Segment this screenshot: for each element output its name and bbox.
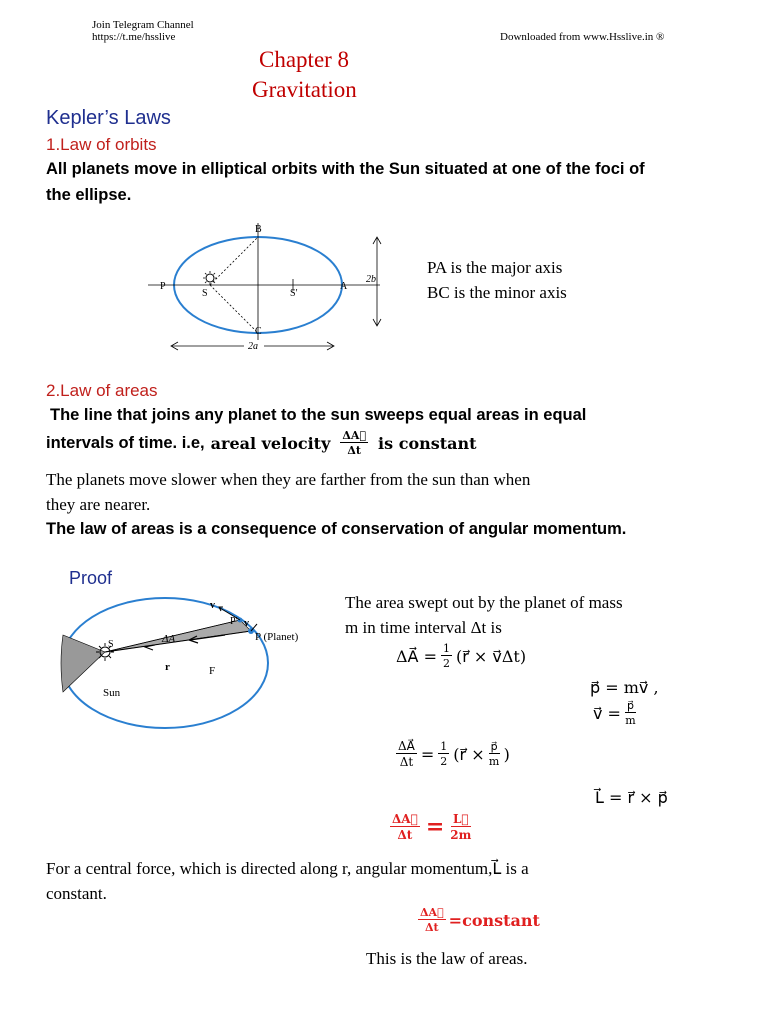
planet-orbit-diagram [45, 590, 335, 735]
consequence-text: The law of areas is a consequence of conservation of angular momentum. [46, 520, 627, 538]
label-A: A [340, 281, 348, 292]
central-force-text2: constant. [46, 884, 107, 903]
label-v1: v [210, 600, 215, 611]
label-planet: P (Planet) [255, 631, 299, 643]
label-B: B [255, 224, 262, 235]
proof-text1: The area swept out by the planet of mass [345, 593, 623, 612]
law2-line2-a: intervals of time. i.e, [46, 433, 205, 452]
central-force-text [46, 859, 529, 879]
areal-velocity-fraction: $\frac{\Delta A⃗}{\Delta t}$ [342, 429, 367, 457]
central-force-L: L⃗ [492, 859, 502, 878]
equation-constant: $\frac{\Delta A⃗}{\Delta t}$ =constant [420, 906, 540, 934]
areal-velocity-label: areal velocity [210, 433, 331, 453]
chapter-title: Chapter 8 [259, 47, 350, 72]
label-S: S [202, 288, 208, 299]
label-sun: Sun [103, 687, 121, 699]
label-r: r [165, 661, 170, 673]
topic-title: Gravitation [252, 77, 357, 102]
equation-area-rate: $\frac{\Delta A⃗}{\Delta t}$ = $\frac{1}{2}$ (r⃗ × $\frac{p⃗}{m}$ ) [398, 739, 510, 769]
label-delta-a: ΔA [162, 633, 176, 645]
equation-area: ΔA⃗ = $\frac{1}{2}$ (r⃗ × v⃗Δt) [396, 642, 527, 670]
equation-area-rate-result: $\frac{\Delta A⃗}{\Delta t}$ = $\frac{L⃗}{2m}$ [392, 812, 472, 842]
proof-text2: m in time interval Δt is [345, 618, 502, 637]
law2-line2 [46, 430, 477, 456]
label-p-prime: P′ [230, 616, 238, 627]
law1-line2: the ellipse. [46, 186, 132, 204]
ellipse-orbit-diagram [140, 215, 400, 365]
swept-area-left [61, 635, 105, 692]
law1-heading: 1.Law of orbits [46, 135, 157, 154]
download-label: Downloaded from www.Hsslive.in ® [500, 31, 665, 43]
is-constant-label: is constant [378, 433, 477, 453]
label-C: C [255, 326, 262, 337]
slow-line1: The planets move slower when they are farther from the sun than when [46, 470, 531, 489]
conclusion-text: This is the law of areas. [366, 949, 528, 968]
label-v2: v [244, 618, 249, 629]
minor-axis-text: BC is the minor axis [427, 283, 567, 302]
label-2a: 2a [248, 341, 258, 352]
central-force-is: is a [505, 859, 529, 878]
label-s: S [108, 639, 114, 650]
equation-momentum: p⃗ = mv⃗ , [590, 678, 659, 697]
sun-icon [203, 271, 217, 285]
equation-velocity: v⃗ = $\frac{p⃗}{m}$ [593, 699, 636, 727]
label-2b: 2b [366, 274, 376, 285]
central-force-text-a: For a central force, which is directed along r, angular momentum, [46, 859, 493, 878]
telegram-link[interactable]: https://t.me/hsslive [92, 31, 176, 43]
equation-angular-momentum: L⃗ = r⃗ × p⃗ [595, 788, 668, 807]
proof-heading: Proof [69, 568, 113, 588]
law2-line1: The line that joins any planet to the sun sweeps equal areas in equal [50, 406, 587, 424]
label-P: P [160, 281, 166, 292]
major-axis-text: PA is the major axis [427, 258, 563, 277]
law2-heading: 2.Law of areas [46, 381, 158, 400]
label-S-prime: S′ [290, 288, 298, 299]
law1-line1: All planets move in elliptical orbits with the Sun situated at one of the foci of [46, 160, 645, 178]
label-f: F [209, 665, 216, 677]
keplers-heading: Kepler’s Laws [46, 107, 171, 129]
slow-line2: they are nearer. [46, 495, 151, 514]
telegram-label: Join Telegram Channel [92, 19, 194, 31]
